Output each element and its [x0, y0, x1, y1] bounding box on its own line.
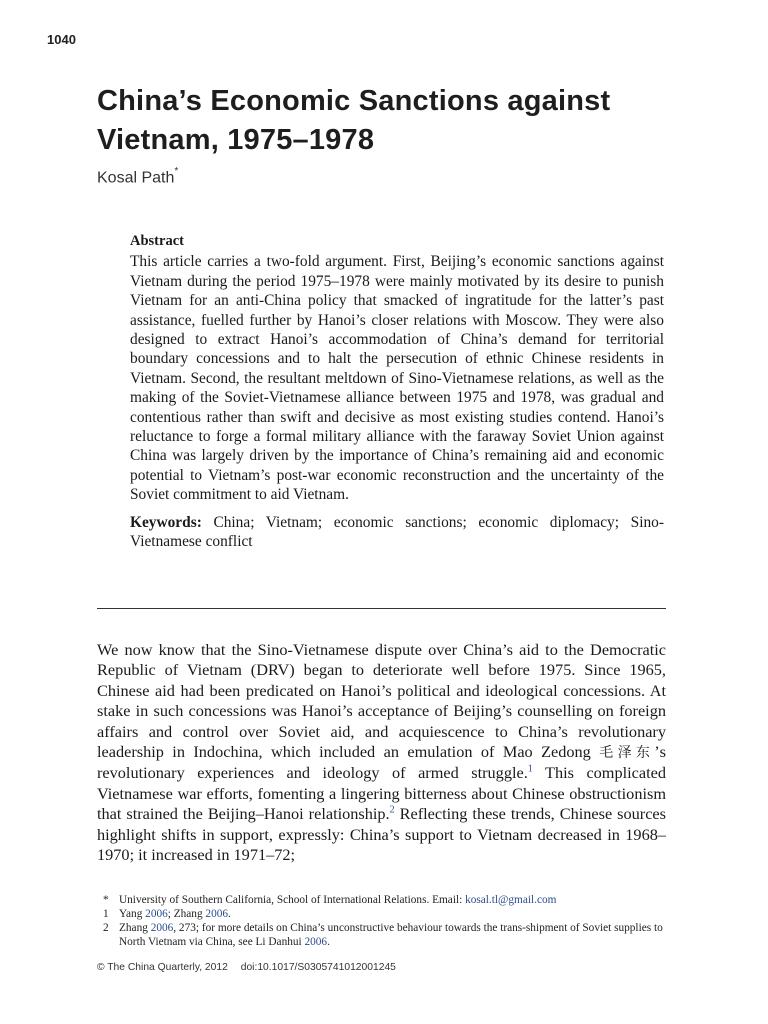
- footnote-ref-2[interactable]: 2: [389, 804, 395, 816]
- copyright-notice: © The China Quarterly, 2012: [97, 962, 228, 973]
- page-footer: [97, 962, 406, 973]
- citation-link[interactable]: 2006: [304, 936, 328, 948]
- title-line-1: China’s Economic Sanctions against: [97, 85, 611, 117]
- footnote-mark: 1: [103, 908, 109, 920]
- footnote-mark: *: [103, 894, 109, 906]
- title-line-2: Vietnam, 1975–1978: [97, 124, 375, 156]
- abstract-divider: [97, 608, 666, 609]
- body-paragraph: [97, 640, 666, 865]
- abstract-text: This article carries a two-fold argument. First, Beijing’s economic sanctions against Vietnam during the period 1975–1978 were mainly motivated by its desire to punish Vietnam for an anti-China policy that smacked of ingratitude for the latter’s past assistance, fuelled further by Hanoi’s closer relations with Moscow. They were also designed to extract Hanoi’s accommodation of China’s demand for territorial boundary concessions and to halt the persecution of ethnic Chinese residents in Vietnam. Second, the resultant meltdown of Sino-Vietnamese relations, as well as the making of the Soviet-Vietnamese alliance between 1975 and 1978, was gradual and contentious rather than swift and decisive as most existing studies contend. Hanoi’s reluctance to forge a formal military alliance with the faraway Soviet Union against China was largely driven by the importance of China’s remaining aid and economic potential to Vietnam’s post-war economic reconstruction and the uncertainty of the Soviet commitment to aid Vietnam.: [130, 253, 664, 504]
- author-email-link[interactable]: kosal.tl@gmail.com: [465, 894, 557, 906]
- citation-link[interactable]: 2006: [205, 908, 229, 920]
- author-footnote-mark: *: [174, 166, 179, 177]
- keywords-label: Keywords:: [130, 513, 202, 531]
- footnote-1: 1 Yang 2006; Zhang 2006.: [97, 907, 666, 921]
- abstract-heading: Abstract: [130, 233, 184, 249]
- chinese-name: 毛泽东: [599, 745, 655, 762]
- article-title: [97, 82, 697, 160]
- body-text-part-4: Reflecting these trends, Chinese sources highlight shifts in support, expressly: China’s support to Vietnam decreased in 1968–1970; it increased in 1971–72;: [97, 804, 666, 865]
- footnote-2: 2 Zhang 2006, 273; for more details on China’s unconstructive behaviour towards the trans-shipment of Soviet supplies to North Vietnam via China, see Li Danhui 2006.: [97, 921, 666, 949]
- body-text-part-3: This complicated Vietnamese war efforts, fomenting a lingering bitterness about Chinese obstructionism that strained the Beijing–Hanoi relationship.: [97, 763, 667, 824]
- abstract-block: [130, 232, 664, 552]
- keywords: [130, 513, 664, 552]
- footnote-author: [97, 893, 666, 907]
- body-text-part-1: We now know that the Sino-Vietnamese dispute over China’s aid to the Democratic Republic of Vietnam (DRV) began to deteriorate well before 1975. Since 1965, Chinese aid had been predicated on Hanoi’s political and ideological concessions. At stake in such concessions was Hanoi’s acceptance of Beijing’s counselling on foreign affairs and control over Soviet aid, and acquiescence to China’s revolutionary leadership in Indochina, which included an emulation of Mao Zedong: [97, 640, 666, 762]
- page-number: 1040: [47, 32, 76, 47]
- footnote-mark: 2: [103, 922, 109, 934]
- footnote-ref-1[interactable]: 1: [527, 764, 533, 776]
- footnote-affiliation: University of Southern California, School of International Relations. Email:: [119, 894, 466, 906]
- doi[interactable]: doi:10.1017/S0305741012001245: [240, 962, 396, 973]
- author-name: Kosal Path: [97, 169, 175, 187]
- body-text-part-2: ’s revolutionary experiences and ideology of armed struggle.: [97, 742, 666, 783]
- citation-link[interactable]: 2006: [145, 908, 168, 920]
- author-line: [97, 168, 178, 187]
- keywords-list: China; Vietnam; economic sanctions; economic diplomacy; Sino-Vietnamese conflict: [130, 513, 664, 551]
- footnotes: [97, 893, 666, 949]
- citation-link[interactable]: 2006: [150, 922, 174, 934]
